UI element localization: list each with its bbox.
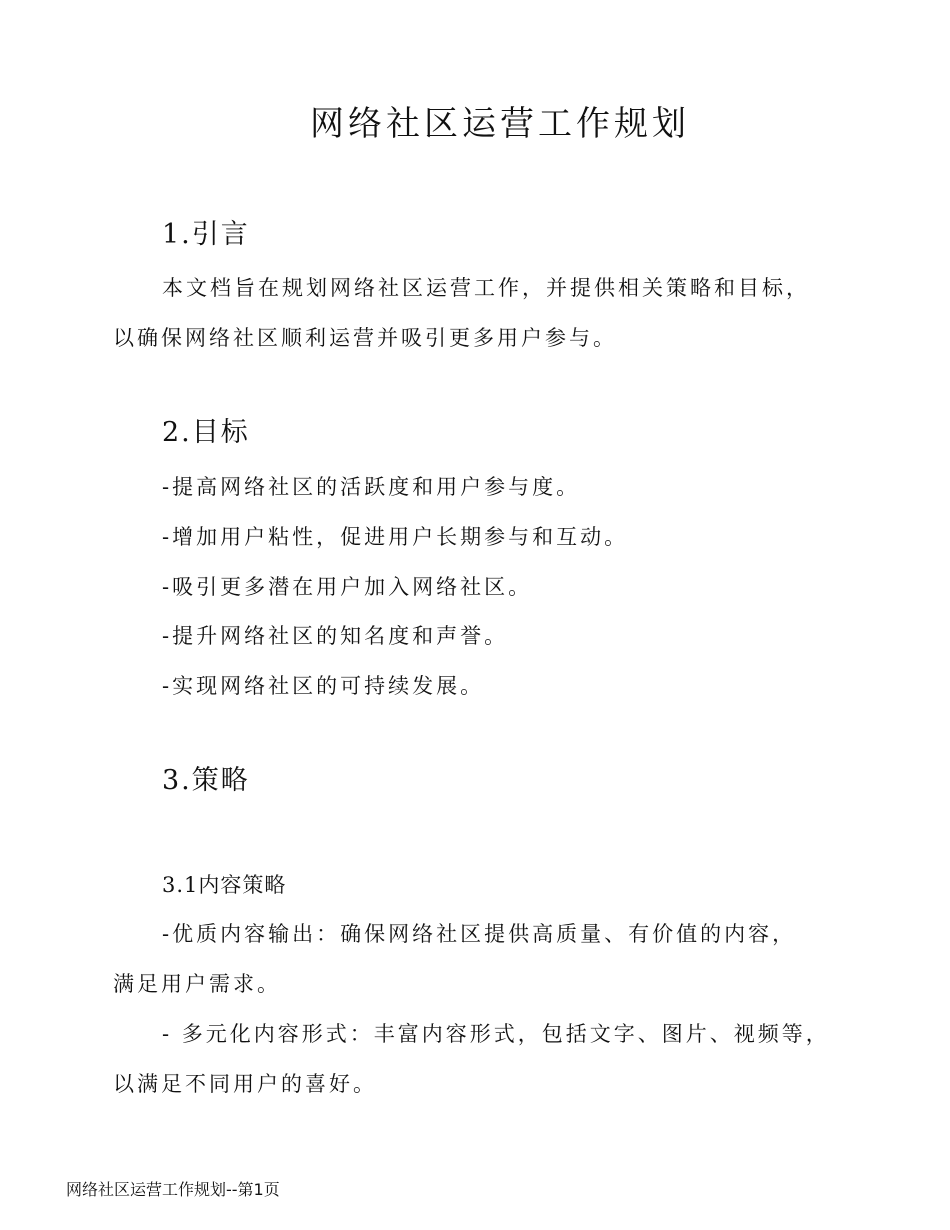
goal-item-2: -增加用户粘性，促进用户长期参与和互动。 xyxy=(162,525,629,549)
strategy-item-2-line-2: 以满足不同用户的喜好。 xyxy=(113,1072,377,1096)
goal-item-3: -吸引更多潜在用户加入网络社区。 xyxy=(162,575,533,599)
strategy-item-1-line-1: -优质内容输出：确保网络社区提供高质量、有价值的内容， xyxy=(162,922,797,946)
subsection-heading-content-strategy: 3.1内容策略 xyxy=(162,873,287,897)
intro-paragraph-line-2: 以确保网络社区顺利运营并吸引更多用户参与。 xyxy=(113,326,617,350)
section-heading-strategy: 3.策略 xyxy=(162,765,250,796)
page-footer: 网络社区运营工作规划--第1页 xyxy=(66,1180,280,1199)
strategy-item-2-line-1: - 多元化内容形式：丰富内容形式，包括文字、图片、视频等， xyxy=(162,1022,830,1046)
document-title: 网络社区运营工作规划 xyxy=(310,104,690,144)
section-heading-introduction: 1.引言 xyxy=(162,219,250,250)
goal-item-1: -提高网络社区的活跃度和用户参与度。 xyxy=(162,475,581,499)
intro-paragraph-line-1: 本文档旨在规划网络社区运营工作，并提供相关策略和目标， xyxy=(162,276,810,300)
section-heading-goals: 2.目标 xyxy=(162,417,250,448)
goal-item-4: -提升网络社区的知名度和声誉。 xyxy=(162,624,509,648)
strategy-item-1-line-2: 满足用户需求。 xyxy=(113,972,281,996)
goal-item-5: -实现网络社区的可持续发展。 xyxy=(162,674,485,698)
